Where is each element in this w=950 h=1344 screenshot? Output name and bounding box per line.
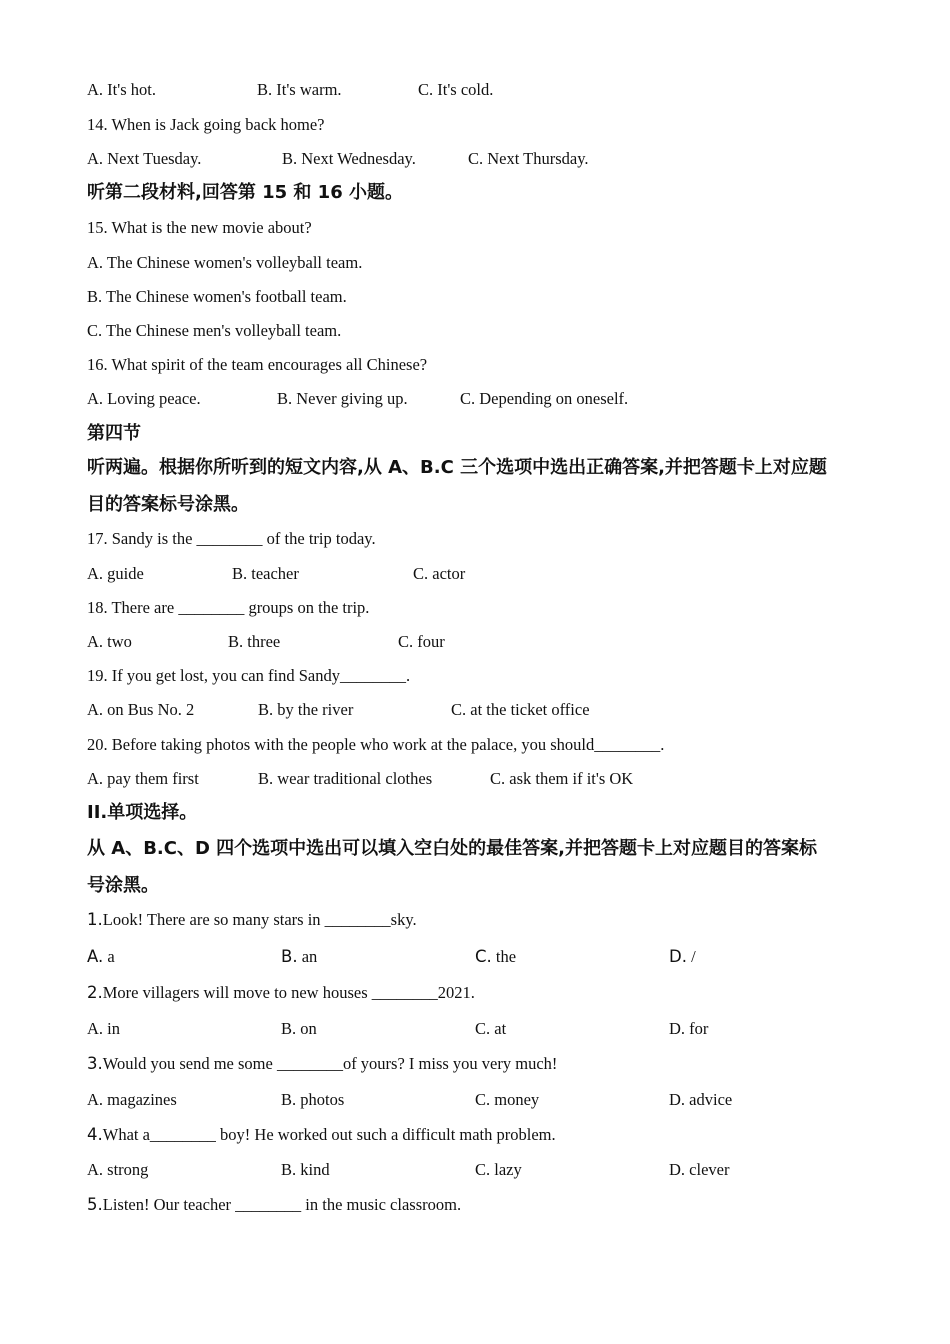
part-4-title: 第四节 [87,423,141,444]
q17-option-c: C. actor [413,564,466,583]
s1-option-a-letter: A. [87,947,104,966]
s1-option-b [281,947,317,967]
section-2-heading: 听第二段材料,回答第 15 和 16 小题。 [87,182,404,203]
q19-option-c: C. at the ticket office [451,700,590,719]
s2-number: 2. [87,983,103,1002]
q14-option-b: B. Next Wednesday. [282,149,416,168]
s3-question [87,1054,557,1074]
part-4-instruction-line-2: 目的答案标号涂黑。 [87,494,249,515]
s2-stem: More villagers will move to new houses ________2021. [102,983,475,1002]
s1-option-b-text: an [297,947,318,966]
s1-option-d-letter: D. [669,947,687,966]
q20-stem: 20. Before taking photos with the people who work at the palace, you should________. [87,735,665,754]
q13-option-a: A. It's hot. [87,80,156,99]
q16-option-a: A. Loving peace. [87,389,201,408]
q20-option-a: A. pay them first [87,769,199,788]
s1-option-b-letter: B. [281,947,298,966]
q17-option-a: A. guide [87,564,144,583]
part-2-title: II.单项选择。 [87,802,198,823]
q18-option-c: C. four [398,632,445,651]
q15-stem: 15. What is the new movie about? [87,218,312,237]
q19-option-a: A. on Bus No. 2 [87,700,195,719]
s3-option-d: D. advice [669,1090,733,1109]
q16-option-b: B. Never giving up. [277,389,408,408]
q19-stem: 19. If you get lost, you can find Sandy________. [87,666,411,685]
s2-question [87,983,475,1003]
s2-option-a: A. in [87,1019,120,1038]
q16-stem: 16. What spirit of the team encourages all Chinese? [87,355,428,374]
q13-option-c: C. It's cold. [418,80,494,99]
s3-number: 3. [87,1054,103,1073]
q19-option-b: B. by the river [258,700,354,719]
s4-number: 4. [87,1125,103,1144]
q15-option-b: B. The Chinese women's football team. [87,287,347,306]
s1-option-a-text: a [103,947,115,966]
s1-option-d-text: / [686,947,696,966]
s4-stem: What a________ boy! He worked out such a difficult math problem. [102,1125,556,1144]
s2-option-d: D. for [669,1019,709,1038]
q18-option-b: B. three [228,632,281,651]
s1-number: 1. [87,910,103,929]
q14-option-a: A. Next Tuesday. [87,149,202,168]
s1-option-c-text: the [491,947,517,966]
q18-stem: 18. There are ________ groups on the trip. [87,598,370,617]
s3-option-a: A. magazines [87,1090,177,1109]
s2-option-c: C. at [475,1019,507,1038]
q17-stem: 17. Sandy is the ________ of the trip today. [87,529,376,548]
s1-option-d [669,947,696,967]
s4-option-c: C. lazy [475,1160,522,1179]
s4-question [87,1125,556,1145]
part-4-instruction-line-1: 听两遍。根据你所听到的短文内容,从 A、B.C 三个选项中选出正确答案,并把答题卡上对应题 [87,457,827,478]
s4-option-d: D. clever [669,1160,730,1179]
q20-option-c: C. ask them if it's OK [490,769,634,788]
s2-option-b: B. on [281,1019,317,1038]
s4-option-b: B. kind [281,1160,330,1179]
part-2-instruction-line-1: 从 A、B.C、D 四个选项中选出可以填入空白处的最佳答案,并把答题卡上对应题目的答案标 [87,838,818,859]
q16-option-c: C. Depending on oneself. [460,389,629,408]
s1-stem: Look! There are so many stars in ________sky. [102,910,417,929]
q14-stem: 14. When is Jack going back home? [87,115,325,134]
q17-option-b: B. teacher [232,564,299,583]
s3-stem: Would you send me some ________of yours? I miss you very much! [102,1054,558,1073]
s3-option-c: C. money [475,1090,540,1109]
s4-option-a: A. strong [87,1160,149,1179]
s1-question [87,910,417,930]
q18-option-a: A. two [87,632,132,651]
s1-option-c-letter: C. [475,947,492,966]
s1-option-a [87,947,115,967]
q15-option-a: A. The Chinese women's volleyball team. [87,253,363,272]
s5-question [87,1195,461,1215]
s3-option-b: B. photos [281,1090,345,1109]
s5-number: 5. [87,1195,103,1214]
s5-stem: Listen! Our teacher ________ in the music classroom. [102,1195,462,1214]
q13-option-b: B. It's warm. [257,80,342,99]
q20-option-b: B. wear traditional clothes [258,769,433,788]
q14-option-c: C. Next Thursday. [468,149,589,168]
part-2-instruction-line-2: 号涂黑。 [87,875,159,896]
q15-option-c: C. The Chinese men's volleyball team. [87,321,342,340]
s1-option-c [475,947,516,967]
